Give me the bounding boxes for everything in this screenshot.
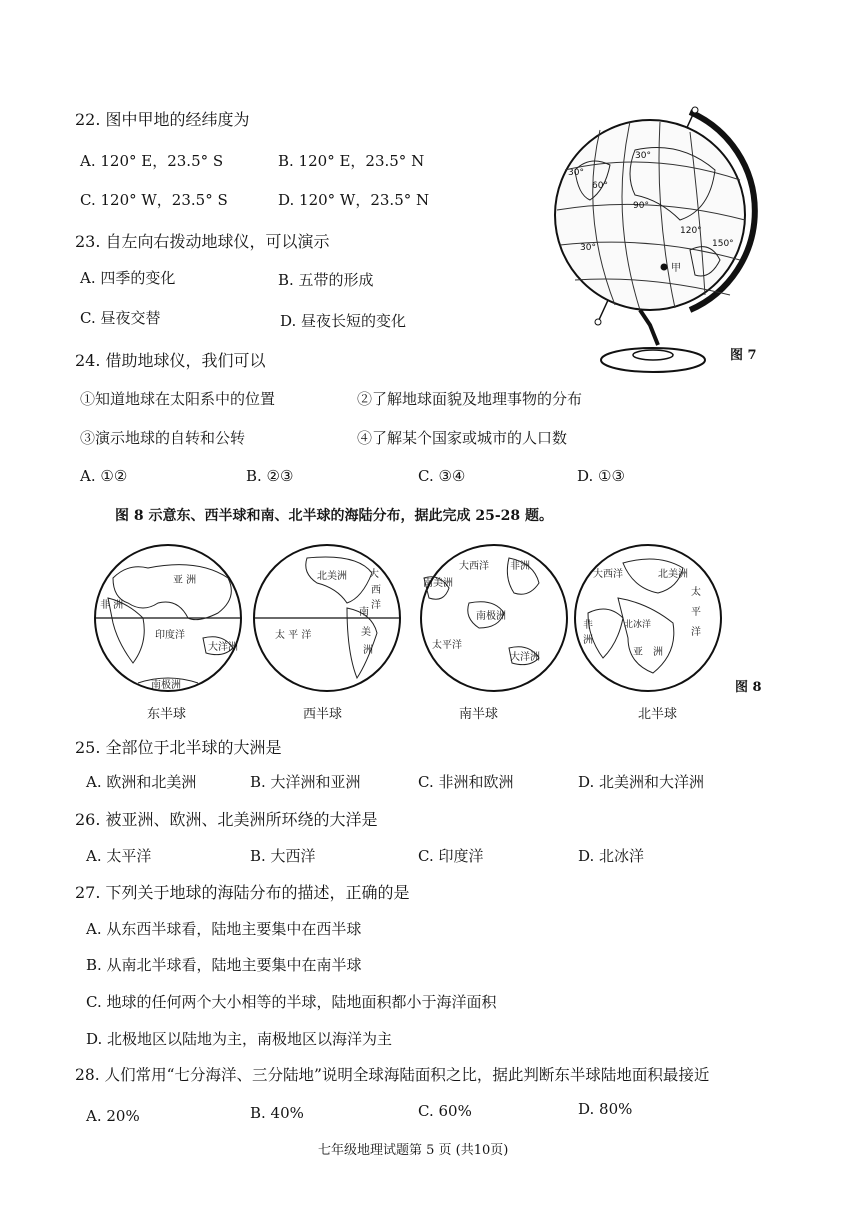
globe-east-hemisphere (88, 543, 250, 693)
east-label-antarctica: 南极洲 (151, 680, 181, 691)
q22-stem: 22. 图中甲地的经纬度为 (75, 110, 250, 129)
page-footer: 七年级地理试题第 5 页 (共10页) (318, 1143, 509, 1158)
north-label-africa-1: 非 (583, 620, 593, 631)
fig7-point-jia (661, 264, 668, 271)
q22-option-c: C. 120° W，23.5° S (80, 191, 228, 209)
south-label-south-america: 南美洲 (423, 578, 453, 589)
north-label-pacific-3: 洋 (691, 627, 701, 638)
figure8-intro: 图 8 示意东、西半球和南、北半球的海陆分布，据此完成 25-28 题。 (115, 508, 554, 524)
q25-option-d: D. 北美洲和大洋洲 (578, 773, 705, 791)
q25-option-c: C. 非洲和欧洲 (418, 773, 514, 791)
west-label-atlantic-3: 洋 (371, 600, 381, 611)
q28-option-a: A. 20% (86, 1107, 140, 1125)
south-label-pacific: 太平洋 (432, 640, 462, 651)
fig7-point-label: 甲 (671, 263, 681, 274)
q22-option-d: D. 120° W，23.5° N (278, 191, 430, 209)
q24-option-d: D. ①③ (577, 467, 625, 485)
q24-statement-4: ④了解某个国家或城市的人口数 (357, 429, 568, 447)
q22-option-a: A. 120° E，23.5° S (80, 152, 224, 170)
west-label-south-america-3: 洲 (363, 645, 373, 656)
west-label-atlantic-1: 大 (369, 569, 379, 580)
east-label-africa: 非 洲 (100, 600, 124, 611)
east-label-asia: 亚 洲 (173, 575, 197, 586)
q27-option-d: D. 北极地区以陆地为主，南极地区以海洋为主 (86, 1030, 393, 1048)
figure8-caption: 图 8 (735, 680, 762, 695)
east-label-oceania: 大洋洲 (208, 642, 238, 653)
q23-option-c: C. 昼夜交替 (80, 309, 161, 327)
q23-option-d: D. 昼夜长短的变化 (280, 312, 407, 330)
q27-stem: 27. 下列关于地球的海陆分布的描述，正确的是 (75, 883, 410, 902)
q25-option-a: A. 欧洲和北美洲 (86, 773, 197, 791)
globe-south-hemisphere (414, 543, 576, 693)
fig7-lon120-label: 120° (680, 226, 702, 236)
west-label-atlantic-2: 西 (371, 585, 381, 596)
q23-option-b: B. 五带的形成 (278, 271, 374, 289)
west-label-south-america-1: 南 (359, 607, 369, 618)
west-label-north-america: 北美洲 (317, 571, 347, 582)
north-label-africa-2: 洲 (583, 635, 593, 646)
q26-stem: 26. 被亚洲、欧洲、北美洲所环绕的大洋是 (75, 810, 378, 829)
figure7-caption: 图 7 (730, 348, 757, 363)
fig7-lat30s-label: 30° (580, 243, 596, 253)
q28-option-b: B. 40% (250, 1104, 304, 1122)
fig7-lon90-label: 90° (633, 201, 649, 211)
south-label-antarctica: 南极洲 (476, 611, 506, 622)
north-label-arctic: 北冰洋 (624, 620, 652, 630)
q27-option-b: B. 从南北半球看，陆地主要集中在南半球 (86, 956, 362, 974)
north-label-north-america: 北美洲 (658, 569, 688, 580)
q26-option-d: D. 北冰洋 (578, 847, 645, 865)
q24-statement-3: ③演示地球的自转和公转 (80, 429, 246, 447)
north-label-atlantic: 大西洋 (593, 569, 623, 580)
fig7-lon60-label: 60° (592, 181, 608, 191)
q26-option-a: A. 太平洋 (86, 847, 152, 865)
globe-west-caption: 西半球 (303, 707, 343, 722)
q28-option-d: D. 80% (578, 1100, 633, 1118)
q26-option-b: B. 大西洋 (250, 847, 316, 865)
figure7-globe (540, 100, 760, 380)
q22-option-b: B. 120° E，23.5° N (278, 152, 425, 170)
south-label-atlantic: 大西洋 (459, 561, 489, 572)
q26-option-c: C. 印度洋 (418, 847, 484, 865)
south-label-oceania: 大洋洲 (510, 652, 540, 663)
q25-stem: 25. 全部位于北半球的大洲是 (75, 738, 282, 757)
q27-option-c: C. 地球的任何两个大小相等的半球，陆地面积都小于海洋面积 (86, 993, 497, 1011)
west-label-south-america-2: 美 (361, 627, 371, 638)
north-label-asia-2: 洲 (653, 647, 663, 658)
q28-option-c: C. 60% (418, 1102, 472, 1120)
q27-option-a: A. 从东西半球看，陆地主要集中在西半球 (86, 920, 362, 938)
q28-stem: 28. 人们常用“七分海洋、三分陆地”说明全球海陆面积之比，据此判断东半球陆地面积最接近 (75, 1066, 710, 1084)
q24-option-a: A. ①② (80, 467, 128, 485)
q23-option-a: A. 四季的变化 (80, 269, 176, 287)
q24-statement-1: ①知道地球在太阳系中的位置 (80, 390, 276, 408)
q24-statement-2: ②了解地球面貌及地理事物的分布 (357, 390, 583, 408)
q24-stem: 24. 借助地球仪，我们可以 (75, 351, 266, 370)
q25-option-b: B. 大洋洲和亚洲 (250, 773, 361, 791)
q23-stem: 23. 自左向右拨动地球仪，可以演示 (75, 232, 330, 251)
globe-west-hemisphere (247, 543, 409, 693)
globe-south-caption: 南半球 (459, 707, 499, 722)
north-label-pacific-2: 平 (691, 607, 701, 618)
north-label-asia-1: 亚 (633, 647, 643, 658)
globe-north-hemisphere (568, 543, 730, 693)
west-label-pacific: 太 平 洋 (275, 630, 312, 641)
east-label-indian-ocean: 印度洋 (155, 630, 185, 641)
north-label-pacific-1: 太 (691, 587, 701, 598)
q24-option-b: B. ②③ (246, 467, 294, 485)
fig7-lat30n-label: 30° (635, 151, 651, 161)
q24-option-c: C. ③④ (418, 467, 466, 485)
fig7-lon150-label: 150° (712, 239, 734, 249)
globe-north-caption: 北半球 (638, 707, 678, 722)
fig7-lon30-label: 30° (568, 168, 584, 178)
globe-east-caption: 东半球 (147, 707, 187, 722)
south-label-africa: 非洲 (510, 561, 530, 572)
